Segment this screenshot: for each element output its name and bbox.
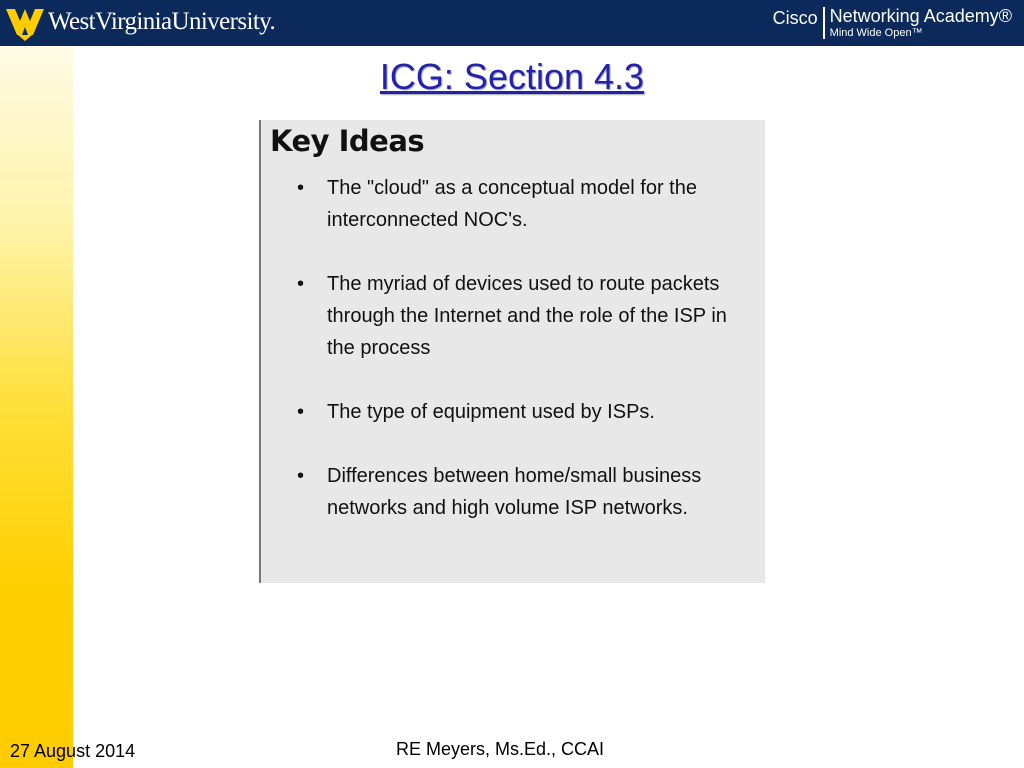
bullet-text: The "cloud" as a conceptual model for the interconnected NOC's. xyxy=(327,177,697,231)
key-ideas-panel xyxy=(259,120,765,583)
logo-divider xyxy=(823,7,825,39)
bullet-text: The myriad of devices used to route packets through the Internet and the role of the ISP in the process xyxy=(327,273,727,359)
academy-tagline: Mind Wide Open™ xyxy=(829,27,923,39)
cisco-wordmark: Cisco xyxy=(772,8,818,28)
cisco-academy-logo xyxy=(773,5,1012,41)
list-item xyxy=(297,460,737,524)
list-item xyxy=(297,268,737,364)
footer-author: RE Meyers, Ms.Ed., CCAI xyxy=(396,739,605,759)
header-banner xyxy=(0,0,1024,46)
key-ideas-list xyxy=(297,172,737,556)
academy-text xyxy=(830,5,1012,39)
footer-date: 27 August 2014 xyxy=(10,741,136,761)
bullet-text: The type of equipment used by ISPs. xyxy=(327,401,655,423)
academy-name: Networking Academy® xyxy=(829,6,1012,26)
key-ideas-heading: Key Ideas xyxy=(270,124,425,158)
list-item xyxy=(297,172,737,236)
bullet-icon: • xyxy=(297,401,305,423)
bullet-icon: • xyxy=(297,273,305,295)
left-accent-bar xyxy=(0,46,73,768)
slide-title[interactable]: ICG: Section 4.3 xyxy=(379,56,645,97)
university-wordmark: WestVirginiaUniversity. xyxy=(48,8,276,35)
bullet-icon: • xyxy=(297,465,305,487)
bullet-text: Differences between home/small business networks and high volume ISP networks. xyxy=(327,465,702,519)
wvu-flying-wv-logo xyxy=(6,5,44,41)
bullet-icon: • xyxy=(297,177,305,199)
list-item xyxy=(297,396,737,428)
